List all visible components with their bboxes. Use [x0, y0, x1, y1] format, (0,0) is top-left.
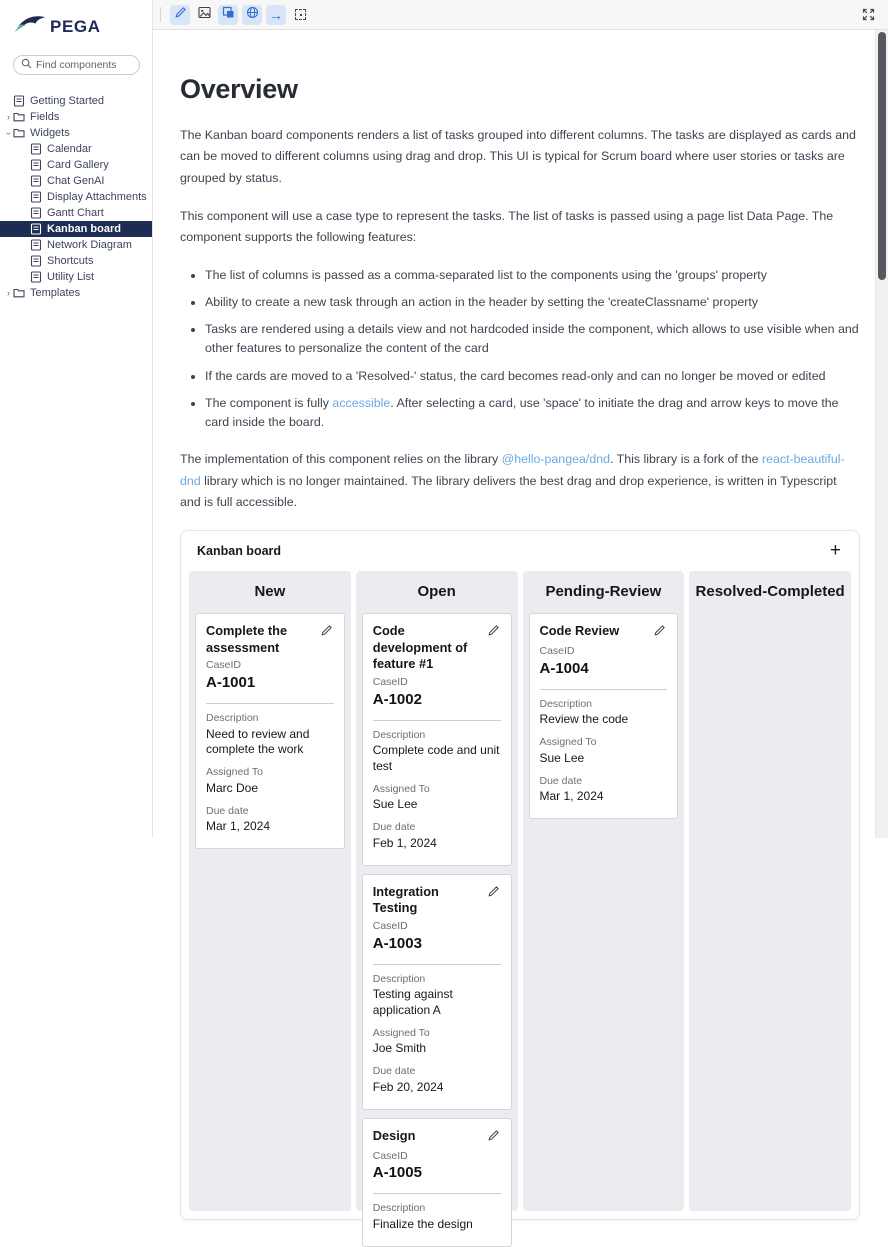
feature-item: • Ability to create a new task through an action in the header by setting the 'createClassname' property — [205, 293, 860, 312]
sidebar-item-label: Fields — [30, 111, 60, 123]
kanban-column-open — [356, 571, 518, 1231]
react-beautiful-dnd-link[interactable]: react-beautiful-dnd — [180, 452, 845, 488]
sidebar-item-getting-started[interactable] — [0, 93, 152, 109]
sidebar-item-card-gallery[interactable] — [0, 157, 152, 173]
kanban-columns — [189, 571, 851, 1231]
kanban-board-title: Kanban board — [197, 544, 282, 559]
sidebar-nav — [0, 91, 152, 301]
field-label: Assigned To — [206, 766, 264, 779]
field-label: Assigned To — [372, 1026, 430, 1039]
sidebar-item-label: Widgets — [30, 127, 70, 139]
window-button[interactable] — [218, 5, 238, 25]
field-label: Description — [539, 697, 593, 710]
document-icon — [30, 191, 42, 203]
document-icon — [30, 223, 42, 235]
toolbar — [153, 0, 888, 30]
field-label: Due date — [539, 774, 583, 787]
sidebar-item-chat-genai[interactable] — [0, 173, 152, 189]
library-text: library which is no longer maintained. The library delivers the best drag and drop experience, is written in Typescript and is full accessible. — [180, 473, 837, 509]
toolbar-divider — [160, 7, 161, 22]
sidebar-item-label: Card Gallery — [47, 159, 109, 171]
case-id: A-1001 — [206, 674, 256, 691]
field-value: Feb 20, 2024 — [372, 1079, 444, 1094]
sidebar-item-utility-list[interactable] — [0, 269, 152, 285]
case-id: A-1003 — [372, 934, 422, 952]
pega-logo[interactable] — [0, 8, 152, 49]
vertical-scrollbar[interactable] — [875, 30, 888, 838]
field-value: Mar 1, 2024 — [539, 789, 604, 804]
card-title: Integration Testing — [372, 883, 439, 916]
field-value: Sue Lee — [539, 750, 585, 765]
sidebar-item-label: Templates — [30, 287, 81, 299]
accessible-link[interactable]: accessible — [332, 395, 391, 410]
card-divider — [373, 720, 501, 721]
edit-button[interactable] — [170, 5, 190, 25]
expand-icon[interactable] — [862, 8, 875, 26]
chevron-right-icon: › — [7, 287, 10, 298]
document-icon — [30, 239, 42, 251]
features-paragraph: This component will use a case type to represent the tasks. The list of tasks is passed using a page list Data Page. The component supports the following features: — [180, 208, 834, 245]
pega-logo-icon — [13, 12, 47, 41]
case-id: A-1002 — [372, 690, 422, 708]
kanban-column-resolved-completed — [689, 571, 851, 1211]
document-icon — [30, 255, 42, 267]
folder-icon — [13, 287, 25, 299]
field-value: Need to review and complete the work — [206, 726, 310, 757]
content-area — [153, 30, 888, 1231]
edit-card-icon[interactable] — [487, 623, 501, 673]
image-icon — [198, 6, 211, 24]
image-button[interactable] — [194, 5, 214, 25]
card-divider — [373, 1193, 501, 1194]
sidebar-item-label: Chat GenAI — [47, 175, 105, 187]
case-id: A-1004 — [539, 659, 589, 677]
card-divider — [206, 703, 334, 704]
chevron-down-icon: › — [4, 131, 14, 135]
folder-icon — [13, 127, 25, 139]
hello-pangea-dnd-link[interactable]: @hello-pangea/dnd — [501, 452, 610, 467]
folder-icon — [13, 111, 25, 123]
feature-item — [205, 394, 860, 432]
sidebar-item-calendar[interactable] — [0, 141, 152, 157]
kanban-card[interactable] — [195, 613, 345, 849]
sidebar — [0, 0, 153, 838]
selection-icon — [295, 9, 306, 20]
case-id: A-1005 — [372, 1164, 422, 1182]
kanban-column-pending-review — [523, 571, 685, 1211]
library-text: The implementation of this component relies on the library — [180, 452, 502, 467]
field-label: Due date — [206, 804, 249, 817]
sidebar-item-label: Display Attachments — [47, 191, 147, 203]
sidebar-item-widgets[interactable] — [0, 125, 152, 141]
card-title: Code development of feature #1 — [372, 623, 468, 672]
document-icon — [30, 207, 42, 219]
kanban-card[interactable] — [362, 613, 512, 866]
edit-card-icon[interactable] — [487, 884, 501, 917]
search-box[interactable] — [13, 55, 140, 75]
field-value: Review the code — [539, 712, 629, 727]
arrow-right-button[interactable] — [266, 5, 286, 25]
sidebar-item-label: Calendar — [47, 143, 92, 155]
sidebar-item-label: Kanban board — [47, 223, 121, 235]
sidebar-item-label: Network Diagram — [47, 239, 132, 251]
add-task-button[interactable]: + — [829, 540, 841, 562]
field-label: CaseID — [539, 645, 575, 658]
sidebar-item-fields[interactable] — [0, 109, 152, 125]
card-divider — [373, 964, 501, 965]
column-header: Open — [417, 583, 456, 601]
field-value: Complete code and unit test — [372, 743, 500, 774]
sidebar-item-templates[interactable] — [0, 285, 152, 301]
feature-text: The component is fully — [205, 395, 333, 410]
feature-item: • The list of columns is passed as a comma-separated list to the components using the 'groups' property — [205, 266, 860, 285]
field-value: Mar 1, 2024 — [206, 819, 271, 834]
field-value: Marc Doe — [206, 780, 259, 795]
globe-icon — [246, 6, 259, 24]
card-title: Code Review — [539, 623, 620, 639]
kanban-card[interactable] — [362, 874, 512, 1110]
sidebar-item-kanban-board[interactable] — [0, 221, 152, 237]
feature-list — [180, 266, 860, 433]
field-label: Description — [372, 972, 426, 985]
column-header: Pending-Review — [545, 583, 662, 601]
edit-card-icon[interactable] — [653, 623, 667, 642]
sidebar-item-display-attachments[interactable] — [0, 189, 152, 205]
document-icon — [13, 95, 25, 107]
field-label: Description — [206, 712, 259, 724]
kanban-column-new — [189, 571, 351, 1211]
sidebar-item-label: Gantt Chart — [47, 207, 104, 219]
field-label: Due date — [372, 821, 416, 834]
sidebar-item-label: Getting Started — [30, 95, 104, 107]
sidebar-item-gantt-chart[interactable] — [0, 205, 152, 221]
library-paragraph — [180, 449, 860, 513]
intro-paragraph: The Kanban board components renders a list of tasks grouped into different columns. The tasks are displayed as cards and can be moved to different columns using drag and drop. This UI is typical for Scrum board where user stories or tasks are grouped by status. — [180, 128, 856, 185]
kanban-board-widget — [180, 530, 860, 1231]
card-divider — [540, 689, 668, 690]
selection-button[interactable] — [290, 5, 310, 25]
field-label: Description — [372, 728, 426, 741]
window-icon — [222, 6, 235, 24]
main-area — [153, 0, 888, 1231]
edit-card-icon[interactable] — [320, 623, 334, 656]
field-value: Joe Smith — [372, 1041, 427, 1056]
feature-item: • Tasks are rendered using a details view and not hardcoded inside the component, which allows to use visible when and other features to personalize the content of the card — [205, 320, 860, 358]
column-header: New — [254, 583, 286, 601]
feature-item: • If the cards are moved to a 'Resolved-' status, the card becomes read-only and can no longer be moved or edited — [205, 367, 860, 386]
card-title: Complete the assessment — [206, 623, 288, 655]
kanban-card[interactable] — [362, 1118, 512, 1247]
field-value: Feb 1, 2024 — [372, 835, 437, 850]
sidebar-item-label: Utility List — [47, 271, 95, 283]
kanban-board-header — [189, 540, 851, 571]
library-text: . This library is a fork of the — [610, 452, 762, 467]
page-title: Overview — [180, 74, 298, 104]
arrow-right-icon: → — [269, 6, 283, 23]
search-input[interactable] — [36, 59, 132, 71]
document-icon — [30, 159, 42, 171]
field-label: Due date — [372, 1065, 416, 1078]
sidebar-item-label: Shortcuts — [47, 255, 94, 267]
field-value: Sue Lee — [372, 797, 418, 812]
field-label: CaseID — [206, 659, 242, 672]
field-label: Description — [372, 1202, 426, 1215]
globe-button[interactable] — [242, 5, 262, 25]
brand-name: PEGA — [50, 16, 101, 36]
card-title: Design — [372, 1127, 416, 1143]
feature-text: . After selecting a card, use 'space' to initiate the drag and arrow keys to move the card inside the board. — [205, 395, 839, 429]
scrollbar-thumb[interactable] — [878, 32, 886, 280]
search-icon — [21, 56, 32, 74]
field-label: Assigned To — [372, 782, 430, 795]
chevron-right-icon: › — [7, 111, 10, 122]
edit-icon — [174, 6, 187, 24]
sidebar-item-shortcuts[interactable] — [0, 253, 152, 269]
field-label: Assigned To — [539, 736, 597, 749]
field-label: CaseID — [372, 919, 408, 932]
field-label: CaseID — [372, 1149, 408, 1162]
kanban-card[interactable] — [529, 613, 679, 819]
sidebar-item-network-diagram[interactable] — [0, 237, 152, 253]
document-icon — [30, 271, 42, 283]
field-label: CaseID — [372, 676, 408, 689]
document-icon — [30, 175, 42, 187]
document-icon — [30, 143, 42, 155]
field-value: Testing against application A — [372, 987, 453, 1017]
column-header: Resolved-Completed — [695, 583, 845, 601]
edit-card-icon[interactable] — [487, 1128, 501, 1147]
field-value: Finalize the design — [372, 1216, 473, 1231]
